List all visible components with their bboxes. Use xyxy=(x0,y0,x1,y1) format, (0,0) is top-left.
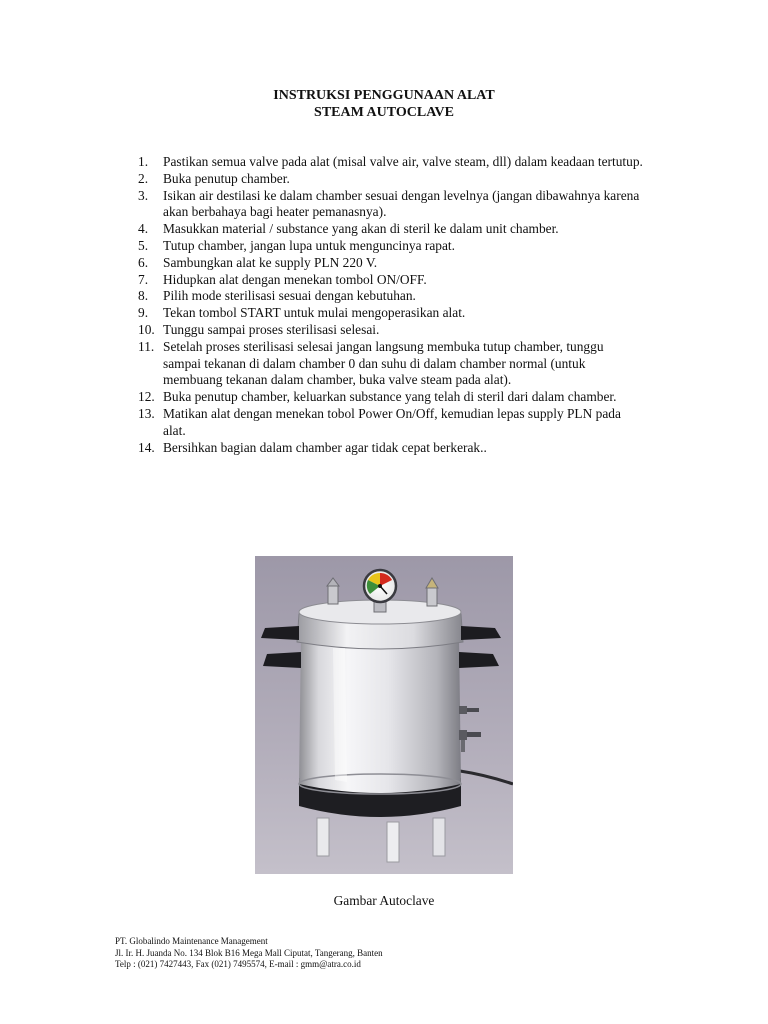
step-text: Pastikan semua valve pada alat (misal valve air, valve steam, dll) dalam keadaan tertutup. xyxy=(163,154,643,169)
step-number: 1. xyxy=(138,154,149,169)
center-leg xyxy=(387,822,399,862)
step-text: Buka penutup chamber, keluarkan substance yang telah di steril dari dalam chamber. xyxy=(163,389,617,405)
document-title-line-1: INSTRUKSI PENGGUNAAN ALAT xyxy=(273,88,495,103)
instruction-step xyxy=(138,170,643,188)
step-number: 6. xyxy=(138,254,149,270)
upper-left-handle xyxy=(261,626,299,640)
document-title-line-2: STEAM AUTOCLAVE xyxy=(314,105,454,120)
upper-right-handle xyxy=(461,626,501,640)
instruction-step xyxy=(138,154,643,171)
step-text: Tekan tombol START untuk mulai mengoperasikan alat. xyxy=(163,305,466,321)
instruction-step xyxy=(138,321,643,339)
step-number: 8. xyxy=(138,288,149,304)
body-highlight xyxy=(333,648,347,782)
step-number: 9. xyxy=(138,305,149,321)
lower-side-valve-body xyxy=(459,730,467,740)
instruction-list xyxy=(138,154,643,456)
instruction-step xyxy=(138,288,643,305)
gauge-pivot xyxy=(378,584,382,588)
left-safety-valve xyxy=(328,586,338,604)
drain-spout xyxy=(461,740,465,752)
lower-side-valve-handle xyxy=(467,732,481,737)
step-text: Pilih mode sterilisasi sesuai dengan kebutuhan. xyxy=(163,288,416,304)
step-text: Hidupkan alat dengan menekan tombol ON/OFF. xyxy=(163,271,427,287)
step-text: Buka penutup chamber. xyxy=(163,170,290,186)
step-number: 13. xyxy=(138,405,155,421)
instruction-step xyxy=(138,187,643,222)
step-text: Setelah proses sterilisasi selesai jangan langsung membuka tutup chamber, tunggu sampai tekanan di dalam chamber 0 dan suhu di dalam chamber normal (untuk membuang tekanan dalam chamber, buka valve steam pada alat). xyxy=(163,338,604,388)
lower-left-handle xyxy=(263,652,301,668)
right-safety-valve xyxy=(427,588,437,606)
step-text: Tutup chamber, jangan lupa untuk menguncinya rapat. xyxy=(163,237,456,253)
footer-contact: Telp : (021) 7427443, Fax (021) 7495574, E-mail : gmm@atra.co.id xyxy=(115,959,361,969)
step-text: Matikan alat dengan menekan tobol Power On/Off, kemudian lepas supply PLN pada alat. xyxy=(163,405,621,438)
step-number: 11. xyxy=(138,338,155,354)
left-leg xyxy=(317,818,329,856)
step-text: Tunggu sampai proses sterilisasi selesai. xyxy=(163,321,380,337)
instruction-step xyxy=(138,271,643,289)
instruction-step xyxy=(138,439,643,457)
step-number: 3. xyxy=(138,187,149,203)
step-number: 4. xyxy=(138,221,149,237)
photo-caption: Gambar Autoclave xyxy=(333,893,435,908)
step-number: 7. xyxy=(138,271,149,287)
company-footer xyxy=(115,936,383,971)
step-number: 14. xyxy=(138,439,155,455)
step-text: Isikan air destilasi ke dalam chamber sesuai dengan levelnya (jangan dibawahnya karena akan berbahaya bagi heater pemanasnya). xyxy=(163,187,640,220)
step-number: 2. xyxy=(138,170,149,186)
step-text: Masukkan material / substance yang akan di steril ke dalam unit chamber. xyxy=(163,221,559,237)
autoclave-illustration xyxy=(255,556,513,874)
instruction-step xyxy=(138,405,643,440)
lower-right-handle xyxy=(459,652,499,668)
autoclave-photo xyxy=(255,556,513,874)
step-text: Bersihkan bagian dalam chamber agar tidak cepat berkerak.. xyxy=(163,439,487,455)
footer-company: PT. Globalindo Maintenance Management xyxy=(115,936,268,946)
step-text: Sambungkan alat ke supply PLN 220 V. xyxy=(163,254,378,270)
instruction-step xyxy=(138,338,643,389)
instruction-step xyxy=(138,221,643,238)
upper-side-valve-body xyxy=(459,706,467,714)
instruction-step xyxy=(138,254,643,272)
autoclave-body xyxy=(299,636,461,793)
step-number: 5. xyxy=(138,237,149,253)
footer-address: Jl. Ir. H. Juanda No. 134 Blok B16 Mega Mall Ciputat, Tangerang, Banten xyxy=(115,947,383,958)
instruction-step xyxy=(138,237,643,255)
step-number: 12. xyxy=(138,389,155,405)
right-leg xyxy=(433,818,445,856)
step-number: 10. xyxy=(138,321,155,337)
instruction-step xyxy=(138,389,643,406)
upper-side-valve-handle xyxy=(467,708,479,712)
instruction-step xyxy=(138,305,643,322)
